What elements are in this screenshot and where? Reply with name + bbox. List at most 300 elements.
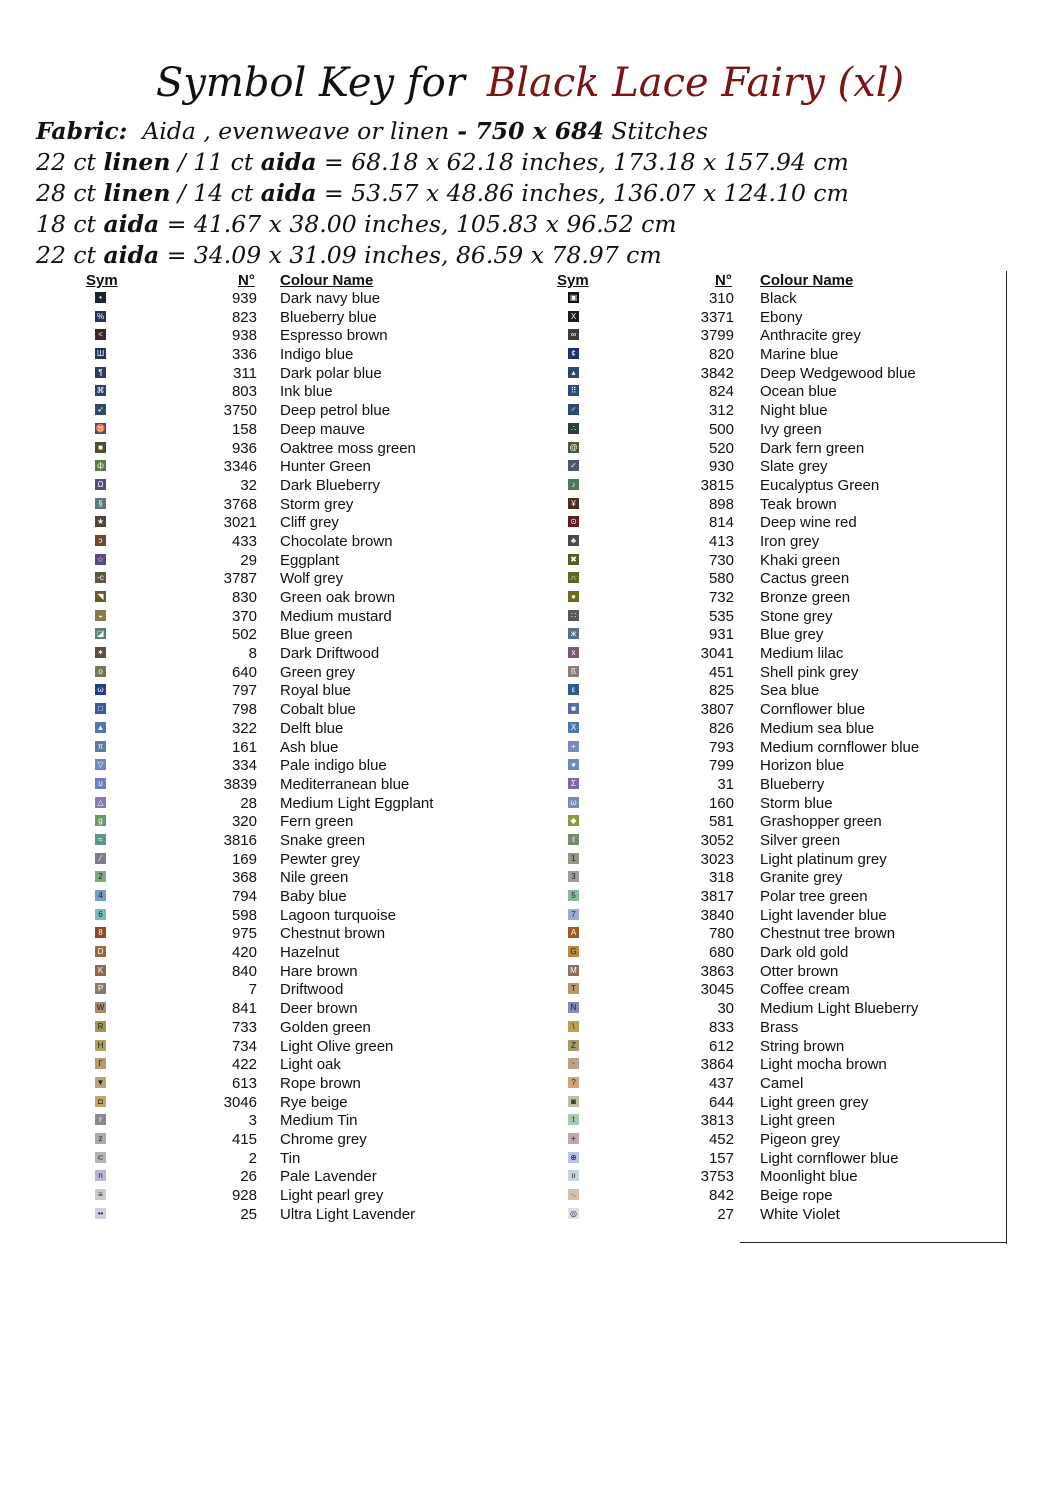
color-name: Grashopper green bbox=[760, 813, 882, 831]
symbol-swatch: ▴ bbox=[568, 367, 579, 378]
color-name: Ultra Light Lavender bbox=[280, 1205, 416, 1223]
symbol-swatch: △ bbox=[95, 797, 106, 808]
color-number: 928 bbox=[231, 1187, 257, 1204]
symbol-swatch: + bbox=[568, 741, 579, 752]
color-number: 422 bbox=[231, 1056, 257, 1074]
color-name: Deep mauve bbox=[280, 420, 366, 438]
color-name: Fern green bbox=[280, 813, 354, 831]
color-name: Silver green bbox=[760, 831, 841, 849]
color-number: 613 bbox=[231, 1074, 257, 1092]
color-name: Eggplant bbox=[280, 551, 340, 569]
column-border bbox=[1006, 271, 1007, 1244]
color-number: 8 bbox=[248, 645, 257, 663]
pattern-name: Black Lace Fairy (xl) bbox=[486, 60, 905, 106]
color-name: Mediterranean blue bbox=[280, 775, 410, 793]
symbol-swatch: □ bbox=[95, 703, 106, 714]
color-name: Delft blue bbox=[280, 719, 344, 737]
color-number: 930 bbox=[708, 458, 734, 476]
symbol-swatch: · bbox=[568, 1058, 579, 1069]
color-number: 161 bbox=[231, 738, 257, 756]
symbol-swatch: H bbox=[95, 1040, 106, 1051]
color-number: 823 bbox=[231, 308, 257, 326]
color-name: Chestnut tree brown bbox=[760, 925, 896, 943]
symbol-swatch: ♂ bbox=[568, 404, 579, 415]
symbol-swatch: ✶ bbox=[95, 647, 106, 658]
symbol-swatch: x bbox=[568, 647, 579, 658]
color-name: Horizon blue bbox=[760, 757, 845, 775]
color-name: Light oak bbox=[280, 1056, 341, 1074]
color-number: 3768 bbox=[223, 495, 257, 513]
color-number: 3816 bbox=[223, 831, 257, 849]
symbol-swatch: ■ bbox=[568, 703, 579, 714]
color-name: Pewter grey bbox=[280, 850, 361, 868]
color-number: 27 bbox=[717, 1205, 734, 1223]
color-number: 158 bbox=[231, 420, 257, 438]
color-number: 160 bbox=[708, 794, 734, 812]
size-fabric: aida bbox=[103, 210, 160, 238]
color-name: Chestnut brown bbox=[280, 925, 386, 943]
color-name: Deep wine red bbox=[760, 514, 857, 532]
color-number: 336 bbox=[231, 346, 257, 364]
symbol-swatch: ◪ bbox=[96, 629, 105, 639]
color-number: 3021 bbox=[223, 514, 257, 532]
symbol-swatch: Z bbox=[568, 1040, 579, 1051]
symbol-swatch: ß bbox=[568, 666, 579, 677]
color-name: Sea blue bbox=[760, 682, 820, 700]
symbol-swatch: ⌘ bbox=[96, 386, 105, 396]
color-name: Khaki green bbox=[760, 551, 841, 569]
symbol-swatch: K bbox=[95, 965, 106, 976]
color-number: 842 bbox=[708, 1187, 734, 1204]
symbol-swatch: 8 bbox=[95, 927, 106, 938]
color-number: 841 bbox=[231, 1000, 257, 1018]
color-number: 370 bbox=[231, 607, 257, 625]
sym-header-right: Sym bbox=[557, 272, 589, 289]
symbol-swatch: ★ bbox=[96, 517, 105, 527]
color-name: Nile green bbox=[280, 869, 349, 887]
symbol-swatch: ◙ bbox=[568, 1096, 579, 1107]
color-number: 598 bbox=[231, 906, 257, 924]
color-number: 793 bbox=[708, 738, 734, 756]
size-count-alt: / 11 ct bbox=[170, 148, 261, 176]
color-number: 157 bbox=[708, 1149, 734, 1167]
color-number: 938 bbox=[231, 327, 257, 345]
color-name: Brass bbox=[760, 1018, 799, 1036]
size-count-alt: / 14 ct bbox=[170, 179, 261, 207]
symbol-swatch: @ bbox=[569, 442, 578, 452]
color-name: Pale Lavender bbox=[280, 1168, 377, 1186]
symbol-swatch: ⁄ bbox=[95, 853, 106, 864]
symbol-swatch: ▣ bbox=[569, 293, 578, 302]
color-number: 840 bbox=[231, 962, 257, 980]
color-number: 452 bbox=[708, 1130, 734, 1148]
color-number: 780 bbox=[708, 925, 734, 943]
color-name: Otter brown bbox=[760, 962, 839, 980]
color-name: Blue green bbox=[280, 626, 353, 644]
color-number: 797 bbox=[231, 682, 257, 700]
color-name: Espresso brown bbox=[280, 327, 388, 345]
color-name: Cactus green bbox=[760, 570, 850, 588]
color-name: Ebony bbox=[760, 308, 803, 326]
symbol-swatch: Σ bbox=[568, 778, 579, 789]
color-name: Hazelnut bbox=[280, 944, 340, 962]
color-number: 680 bbox=[708, 944, 734, 962]
color-name: Moonlight blue bbox=[760, 1168, 858, 1186]
color-name: Cliff grey bbox=[280, 514, 339, 532]
color-number: 520 bbox=[708, 439, 734, 457]
color-name: Teak brown bbox=[760, 495, 837, 513]
color-number: 730 bbox=[708, 551, 734, 569]
symbol-swatch: + bbox=[568, 1133, 579, 1144]
column-border-bottom bbox=[740, 1242, 1007, 1243]
color-name: Ocean blue bbox=[760, 383, 837, 401]
color-name: Camel bbox=[760, 1074, 804, 1092]
symbol-swatch: A bbox=[568, 927, 579, 938]
size-dimensions: = 41.67 x 38.00 inches, 105.83 x 96.52 cm bbox=[159, 210, 677, 238]
color-number: 2 bbox=[248, 1149, 257, 1167]
color-number: 26 bbox=[240, 1168, 257, 1186]
symbol-swatch: X bbox=[568, 311, 579, 322]
color-number: 3045 bbox=[700, 981, 734, 999]
size-fabric: linen bbox=[103, 148, 171, 176]
color-number: 32 bbox=[240, 476, 257, 494]
color-number: 500 bbox=[708, 420, 734, 438]
symbol-swatch: 2 bbox=[95, 871, 106, 882]
size-count: 28 ct bbox=[36, 179, 104, 207]
color-number: 3817 bbox=[700, 888, 734, 905]
symbol-swatch: 6 bbox=[95, 909, 106, 920]
color-number: 803 bbox=[231, 383, 257, 401]
name-header-right: Colour Name bbox=[760, 272, 854, 289]
symbol-swatch: ∷ bbox=[568, 610, 579, 621]
color-name: Blue grey bbox=[760, 626, 824, 644]
color-number: 640 bbox=[231, 663, 257, 681]
color-name: Light cornflower blue bbox=[760, 1149, 899, 1167]
symbol-swatch: ● bbox=[568, 591, 579, 602]
color-name: Driftwood bbox=[280, 981, 344, 999]
color-number: 798 bbox=[231, 701, 257, 719]
color-number: 535 bbox=[708, 607, 734, 625]
size-count: 18 ct bbox=[36, 210, 104, 238]
size-dimensions: = 34.09 x 31.09 inches, 86.59 x 78.97 cm bbox=[159, 241, 662, 269]
symbol-swatch: ▽ bbox=[95, 759, 106, 770]
color-name: Granite grey bbox=[760, 869, 843, 887]
symbol-swatch: ✖ bbox=[568, 554, 579, 565]
color-number: 7 bbox=[248, 981, 257, 999]
color-number: 451 bbox=[708, 663, 734, 681]
color-number: 322 bbox=[231, 719, 257, 737]
symbol-swatch: -c bbox=[95, 572, 106, 583]
color-name: Green oak brown bbox=[280, 589, 396, 606]
color-number: 3046 bbox=[223, 1093, 257, 1111]
color-number: 826 bbox=[708, 719, 734, 737]
color-number: 3842 bbox=[700, 364, 734, 382]
color-name: Night blue bbox=[760, 402, 828, 420]
symbol-swatch: ⊕ bbox=[568, 1152, 579, 1163]
symbol-swatch: ◆ bbox=[568, 815, 579, 826]
color-number: 3750 bbox=[223, 402, 257, 420]
name-header-left: Colour Name bbox=[280, 272, 374, 289]
color-name: Rye beige bbox=[280, 1093, 348, 1111]
size-fabric-alt: aida bbox=[260, 179, 317, 207]
color-name: Golden green bbox=[280, 1018, 371, 1036]
color-name: Light green bbox=[760, 1112, 836, 1130]
fabric-types: Aida , evenweave or linen bbox=[142, 117, 450, 145]
color-name: Anthracite grey bbox=[760, 327, 861, 345]
color-name: Dark fern green bbox=[760, 439, 865, 457]
symbol-swatch: • bbox=[95, 292, 106, 303]
color-number: 825 bbox=[708, 682, 734, 700]
size-count: 22 ct bbox=[36, 241, 104, 269]
color-number: 820 bbox=[708, 346, 734, 364]
color-name: Blueberry blue bbox=[280, 308, 377, 326]
size-line bbox=[36, 209, 849, 240]
symbol-swatch: ıı bbox=[568, 1170, 579, 1181]
color-name: Medium Light Eggplant bbox=[280, 794, 434, 812]
color-number: 320 bbox=[231, 813, 257, 831]
color-name: Light platinum grey bbox=[760, 850, 887, 868]
color-name: Medium cornflower blue bbox=[760, 738, 920, 756]
color-number: 939 bbox=[231, 290, 257, 307]
color-name: Cobalt blue bbox=[280, 701, 356, 719]
color-name: Snake green bbox=[280, 831, 366, 849]
symbol-swatch: ■ bbox=[95, 442, 106, 453]
symbol-swatch: ↄ bbox=[95, 535, 106, 546]
symbol-swatch: R bbox=[95, 1021, 106, 1032]
symbol-swatch: ⊙ bbox=[568, 516, 579, 527]
symbol-swatch: ¢ bbox=[568, 348, 579, 359]
symbol-swatch: ▲ bbox=[96, 722, 105, 732]
symbol-swatch: 3 bbox=[568, 871, 579, 882]
color-name: Ink blue bbox=[280, 383, 333, 401]
symbol-swatch: M bbox=[568, 965, 579, 976]
color-number: 312 bbox=[708, 402, 734, 420]
color-number: 898 bbox=[708, 495, 734, 513]
color-name: Blueberry bbox=[760, 775, 825, 793]
color-name: Green grey bbox=[280, 663, 356, 681]
color-number: 732 bbox=[708, 589, 734, 606]
page-title bbox=[0, 58, 1060, 108]
color-name: White Violet bbox=[760, 1205, 840, 1223]
color-name: Medium lilac bbox=[760, 645, 844, 663]
symbol-swatch: G bbox=[568, 946, 579, 957]
color-number: 814 bbox=[708, 514, 734, 532]
color-name: Baby blue bbox=[280, 888, 347, 905]
color-number: 25 bbox=[240, 1205, 257, 1223]
sym-header-left: Sym bbox=[86, 272, 118, 289]
color-name: Oaktree moss green bbox=[280, 439, 416, 457]
symbol-swatch: ≡ bbox=[95, 1189, 106, 1200]
color-name: Pale indigo blue bbox=[280, 757, 387, 775]
color-number: 3753 bbox=[700, 1168, 734, 1186]
color-number: 644 bbox=[708, 1093, 734, 1111]
color-number: 799 bbox=[708, 757, 734, 775]
symbol-swatch: Г bbox=[95, 1058, 106, 1069]
color-number: 931 bbox=[708, 626, 734, 644]
symbol-swatch: ∴ bbox=[568, 423, 579, 434]
color-name: Stone grey bbox=[760, 607, 833, 625]
color-number: 169 bbox=[231, 850, 257, 868]
color-name: Hare brown bbox=[280, 962, 358, 980]
symbol-swatch: D bbox=[95, 946, 106, 957]
color-name: Light pearl grey bbox=[280, 1187, 384, 1204]
size-line bbox=[36, 147, 849, 178]
color-name: Rope brown bbox=[280, 1074, 361, 1092]
color-name: Eucalyptus Green bbox=[760, 476, 880, 494]
symbol-swatch: Ω bbox=[95, 479, 106, 490]
size-dimensions: = 68.18 x 62.18 inches, 173.18 x 157.94 cm bbox=[316, 148, 849, 176]
symbol-swatch: ε bbox=[568, 684, 579, 695]
symbol-swatch: ω bbox=[95, 684, 106, 695]
color-name: Wolf grey bbox=[280, 570, 344, 588]
stitch-label: Stitches bbox=[603, 117, 709, 145]
symbol-swatch: ¥ bbox=[568, 498, 579, 509]
color-number: 413 bbox=[708, 532, 734, 550]
symbol-swatch: o bbox=[95, 666, 106, 677]
title-prefix: Symbol Key for bbox=[155, 60, 465, 106]
size-fabric-alt: aida bbox=[260, 148, 317, 176]
symbol-swatch: ● bbox=[568, 759, 579, 770]
color-name: Medium sea blue bbox=[760, 719, 875, 737]
color-name: Royal blue bbox=[280, 682, 351, 700]
color-number: 3863 bbox=[700, 962, 734, 980]
symbol-swatch: ♉ bbox=[95, 423, 106, 433]
fabric-line bbox=[36, 116, 849, 147]
color-name: Storm blue bbox=[760, 794, 833, 812]
symbol-swatch: N bbox=[568, 1002, 579, 1013]
symbol-swatch: ◥ bbox=[95, 591, 106, 602]
size-dimensions: = 53.57 x 48.86 inches, 136.07 x 124.10 cm bbox=[316, 179, 849, 207]
symbol-swatch: t bbox=[568, 1114, 579, 1125]
size-fabric: aida bbox=[103, 241, 160, 269]
symbol-swatch: ф bbox=[95, 460, 106, 471]
symbol-swatch: ℓ bbox=[568, 834, 579, 845]
symbol-swatch: \ bbox=[568, 1021, 579, 1032]
color-number: 733 bbox=[231, 1018, 257, 1036]
fabric-specs bbox=[36, 116, 849, 271]
color-number: 30 bbox=[717, 1000, 734, 1018]
color-name: Medium mustard bbox=[280, 607, 392, 625]
color-number: 3799 bbox=[700, 327, 734, 345]
symbol-swatch: ·. bbox=[568, 1189, 579, 1200]
size-line bbox=[36, 240, 849, 271]
color-name: Lagoon turquoise bbox=[280, 906, 396, 924]
color-name: Shell pink grey bbox=[760, 663, 859, 681]
color-name: Dark polar blue bbox=[280, 364, 382, 382]
color-number: 318 bbox=[708, 869, 734, 887]
color-number: 334 bbox=[231, 757, 257, 775]
color-name: Beige rope bbox=[760, 1187, 833, 1204]
symbol-swatch: 7 bbox=[568, 909, 579, 920]
color-name: Polar tree green bbox=[760, 888, 868, 905]
color-name: Light lavender blue bbox=[760, 906, 887, 924]
color-number: 3807 bbox=[700, 701, 734, 719]
color-name: Light green grey bbox=[760, 1093, 869, 1111]
color-name: Chrome grey bbox=[280, 1130, 367, 1148]
color-name: Chocolate brown bbox=[280, 532, 393, 550]
symbol-swatch: n bbox=[95, 1170, 106, 1181]
color-number: 580 bbox=[708, 570, 734, 588]
color-number: 3813 bbox=[700, 1112, 734, 1130]
color-number: 975 bbox=[231, 925, 257, 943]
symbol-swatch: •• bbox=[95, 1208, 106, 1219]
symbol-swatch: X bbox=[568, 722, 579, 733]
symbol-swatch: ⊂ bbox=[95, 1152, 106, 1163]
symbol-swatch: 1 bbox=[568, 853, 579, 864]
color-number: 3864 bbox=[700, 1056, 734, 1074]
color-number: 734 bbox=[231, 1037, 257, 1055]
color-name: Dark navy blue bbox=[280, 290, 381, 307]
symbol-swatch: ∞ bbox=[568, 329, 579, 340]
symbol-swatch: ◎ bbox=[568, 1208, 579, 1219]
color-number: 3041 bbox=[700, 645, 734, 663]
symbol-swatch: § bbox=[95, 498, 106, 509]
color-number: 3 bbox=[248, 1112, 257, 1130]
color-number: 3023 bbox=[700, 850, 734, 868]
color-name: Medium Tin bbox=[280, 1112, 358, 1130]
color-number: 612 bbox=[708, 1037, 734, 1055]
color-name: Dark Blueberry bbox=[280, 476, 381, 494]
color-number: 3346 bbox=[223, 458, 257, 476]
symbol-swatch: ◒ bbox=[95, 610, 106, 621]
color-number: 31 bbox=[717, 775, 734, 793]
size-fabric: linen bbox=[103, 179, 171, 207]
color-name: Marine blue bbox=[760, 346, 839, 364]
color-name: Deer brown bbox=[280, 1000, 358, 1018]
symbol-swatch: ж bbox=[568, 628, 579, 639]
color-number: 830 bbox=[231, 589, 257, 606]
color-number: 3840 bbox=[700, 906, 734, 924]
symbol-swatch: ≈ bbox=[95, 834, 106, 845]
color-name: Indigo blue bbox=[280, 346, 354, 364]
color-name: Tin bbox=[280, 1149, 301, 1167]
symbol-swatch: ω bbox=[568, 797, 579, 808]
symbol-swatch: π bbox=[95, 741, 106, 752]
color-number: 833 bbox=[708, 1018, 734, 1036]
color-number: 3787 bbox=[223, 570, 257, 588]
symbol-swatch: ✓ bbox=[568, 460, 579, 471]
num-header-left: N° bbox=[238, 272, 255, 289]
color-number: 368 bbox=[231, 869, 257, 887]
color-number: 3371 bbox=[700, 308, 734, 326]
color-name: Ivy green bbox=[760, 420, 822, 438]
symbol-swatch: ➶ bbox=[95, 404, 106, 415]
symbol-swatch: W bbox=[96, 1003, 105, 1013]
color-name: Light mocha brown bbox=[760, 1056, 887, 1074]
color-number: 502 bbox=[231, 626, 257, 644]
color-name: Deep petrol blue bbox=[280, 402, 391, 420]
color-number: 3815 bbox=[700, 476, 734, 494]
size-count: 22 ct bbox=[36, 148, 104, 176]
color-name: Ash blue bbox=[280, 738, 339, 756]
symbol-swatch: ☆ bbox=[96, 554, 105, 564]
color-number: 310 bbox=[708, 290, 734, 307]
color-number: 420 bbox=[231, 944, 257, 962]
color-number: 311 bbox=[233, 364, 257, 382]
color-number: 824 bbox=[708, 383, 734, 401]
symbol-swatch: 5 bbox=[568, 890, 579, 901]
symbol-swatch: g bbox=[95, 815, 106, 826]
color-number: 936 bbox=[231, 439, 257, 457]
symbol-swatch: ∩ bbox=[568, 572, 579, 583]
color-name: Dark old gold bbox=[760, 944, 849, 962]
color-number: 28 bbox=[240, 794, 257, 812]
fabric-label: Fabric: bbox=[36, 117, 128, 145]
color-number: 29 bbox=[240, 551, 257, 569]
color-number: 3839 bbox=[223, 775, 257, 793]
color-name: String brown bbox=[760, 1037, 845, 1055]
color-name: Iron grey bbox=[760, 532, 820, 550]
